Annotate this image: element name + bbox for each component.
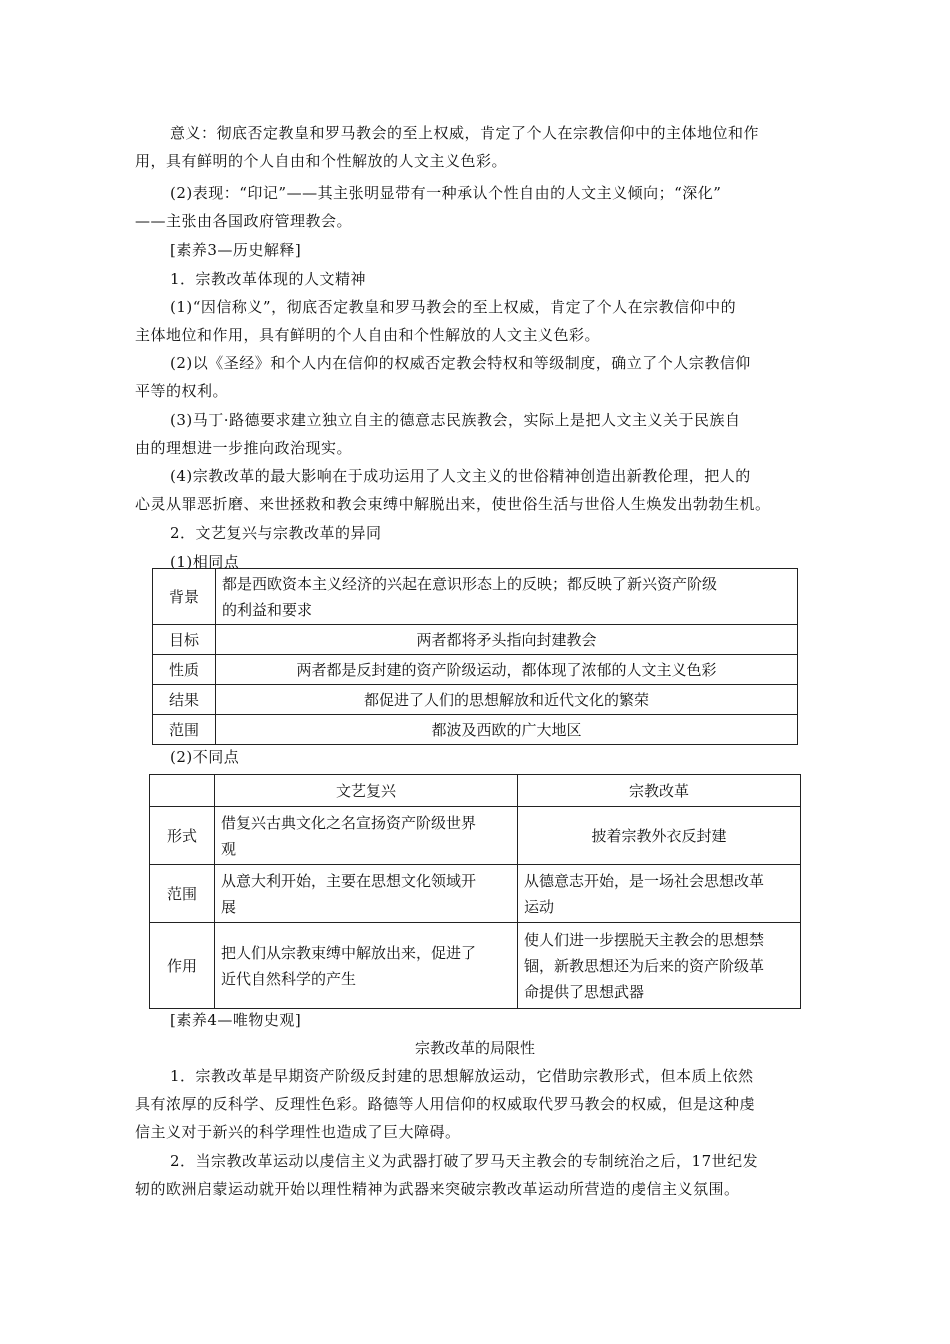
- table-row: [153, 655, 798, 685]
- cell-line: 近代自然科学的产生: [221, 969, 357, 988]
- section-heading: 宗教改革的局限性: [414, 1039, 535, 1057]
- table-row: [153, 715, 798, 745]
- header-cell: 文艺复兴: [215, 775, 518, 807]
- cell-reformation: [518, 923, 801, 1009]
- cell-line: 把人们从宗教束缚中解放出来，促进了: [221, 943, 477, 962]
- paragraph-line: (1)“因信称义”，彻底否定教皇和罗马教会的至上权威，肯定了个人在宗教信仰中的: [170, 298, 737, 316]
- paragraph-line: 2．当宗教改革运动以虔信主义为武器打破了罗马天主教会的专制统治之后，17世纪发: [170, 1152, 759, 1170]
- row-label: 背景: [153, 569, 216, 625]
- cell-renaissance: [215, 807, 518, 865]
- row-content: [216, 569, 798, 625]
- paragraph-line: (3)马丁·路德要求建立独立自主的德意志民族教会，实际上是把人文主义关于民族自: [170, 411, 741, 429]
- cell-line: 从德意志开始，是一场社会思想改革: [524, 871, 765, 890]
- cell-line: 使人们进一步摆脱天主教会的思想禁: [524, 930, 765, 949]
- paragraph-line: 1．宗教改革是早期资产阶级反封建的思想解放运动，它借助宗教形式，但本质上依然: [170, 1067, 754, 1085]
- row-label: 目标: [153, 625, 216, 655]
- cell-line: 锢，新教思想还为后来的资产阶级革: [524, 956, 765, 975]
- cell-line: 命提供了思想武器: [524, 982, 645, 1001]
- cell-line: 都是西欧资本主义经济的兴起在意识形态上的反映；都反映了新兴资产阶级: [222, 574, 718, 593]
- table-header-row: [150, 775, 801, 807]
- row-content: 两者都将矛头指向封建教会: [216, 625, 798, 655]
- paragraph-line: (4)宗教改革的最大影响在于成功运用了人文主义的世俗精神创造出新教伦理，把人的: [170, 467, 751, 485]
- cell-reformation: 披着宗教外衣反封建: [518, 807, 801, 865]
- paragraph-line: 主体地位和作用，具有鲜明的个人自由和个性解放的人文主义色彩。: [135, 326, 601, 344]
- row-label: 形式: [150, 807, 215, 865]
- paragraph-line: (2)以《圣经》和个人内在信仰的权威否定教会特权和等级制度，确立了个人宗教信仰: [170, 354, 751, 372]
- cell-renaissance: [215, 865, 518, 923]
- paragraph-line: (2)表现：“印记”——其主张明显带有一种承认个性自由的人文主义倾向；“深化”: [170, 184, 722, 202]
- section-tag: [素养4—唯物史观]: [170, 1011, 302, 1029]
- paragraph-line: 平等的权利。: [135, 382, 229, 400]
- section-heading: 2．文艺复兴与宗教改革的异同: [170, 524, 382, 542]
- section-heading: 1．宗教改革体现的人文精神: [170, 270, 367, 288]
- paragraph-line: 信主义对于新兴的科学理性也造成了巨大障碍。: [135, 1123, 461, 1141]
- subsection-title: (1)相同点: [170, 553, 240, 571]
- paragraph-line: 具有浓厚的反科学、反理性色彩。路德等人用信仰的权威取代罗马教会的权威，但是这种虔: [135, 1095, 756, 1113]
- table-row: [150, 865, 801, 923]
- paragraph-line: 轫的欧洲启蒙运动就开始以理性精神为武器来突破宗教改革运动所营造的虔信主义氛围。: [135, 1180, 740, 1198]
- cell-renaissance: [215, 923, 518, 1009]
- cell-line: 的利益和要求: [222, 600, 313, 619]
- differences-table: [149, 774, 801, 1009]
- row-label: 范围: [153, 715, 216, 745]
- paragraph-line: 意义：彻底否定教皇和罗马教会的至上权威，肯定了个人在宗教信仰中的主体地位和作: [170, 124, 760, 142]
- subsection-title: (2)不同点: [170, 748, 240, 766]
- header-cell: 宗教改革: [518, 775, 801, 807]
- table-row: [150, 923, 801, 1009]
- table-row: [153, 625, 798, 655]
- table-row: [153, 569, 798, 625]
- paragraph-line: 心灵从罪恶折磨、来世拯救和教会束缚中解脱出来，使世俗生活与世俗人生焕发出勃勃生机。: [135, 495, 771, 513]
- row-content: 两者都是反封建的资产阶级运动，都体现了浓郁的人文主义色彩: [216, 655, 798, 685]
- same-points-table: [152, 568, 798, 745]
- row-content: 都波及西欧的广大地区: [216, 715, 798, 745]
- paragraph-line: 由的理想进一步推向政治现实。: [135, 439, 353, 457]
- row-label: 范围: [150, 865, 215, 923]
- paragraph-line: ——主张由各国政府管理教会。: [135, 212, 353, 230]
- table-row: [153, 685, 798, 715]
- table-row: [150, 807, 801, 865]
- row-label: 结果: [153, 685, 216, 715]
- cell-line: 从意大利开始，主要在思想文化领域开: [221, 871, 477, 890]
- row-content: 都促进了人们的思想解放和近代文化的繁荣: [216, 685, 798, 715]
- row-label: 作用: [150, 923, 215, 1009]
- section-tag: [素养3—历史解释]: [170, 241, 302, 259]
- cell-line: 展: [221, 897, 237, 916]
- row-label: 性质: [153, 655, 216, 685]
- cell-line: 观: [221, 839, 237, 858]
- cell-reformation: [518, 865, 801, 923]
- cell-line: 运动: [524, 897, 555, 916]
- header-cell: [150, 775, 215, 807]
- paragraph-line: 用，具有鲜明的个人自由和个性解放的人文主义色彩。: [135, 152, 508, 170]
- cell-line: 借复兴古典文化之名宣扬资产阶级世界: [221, 813, 477, 832]
